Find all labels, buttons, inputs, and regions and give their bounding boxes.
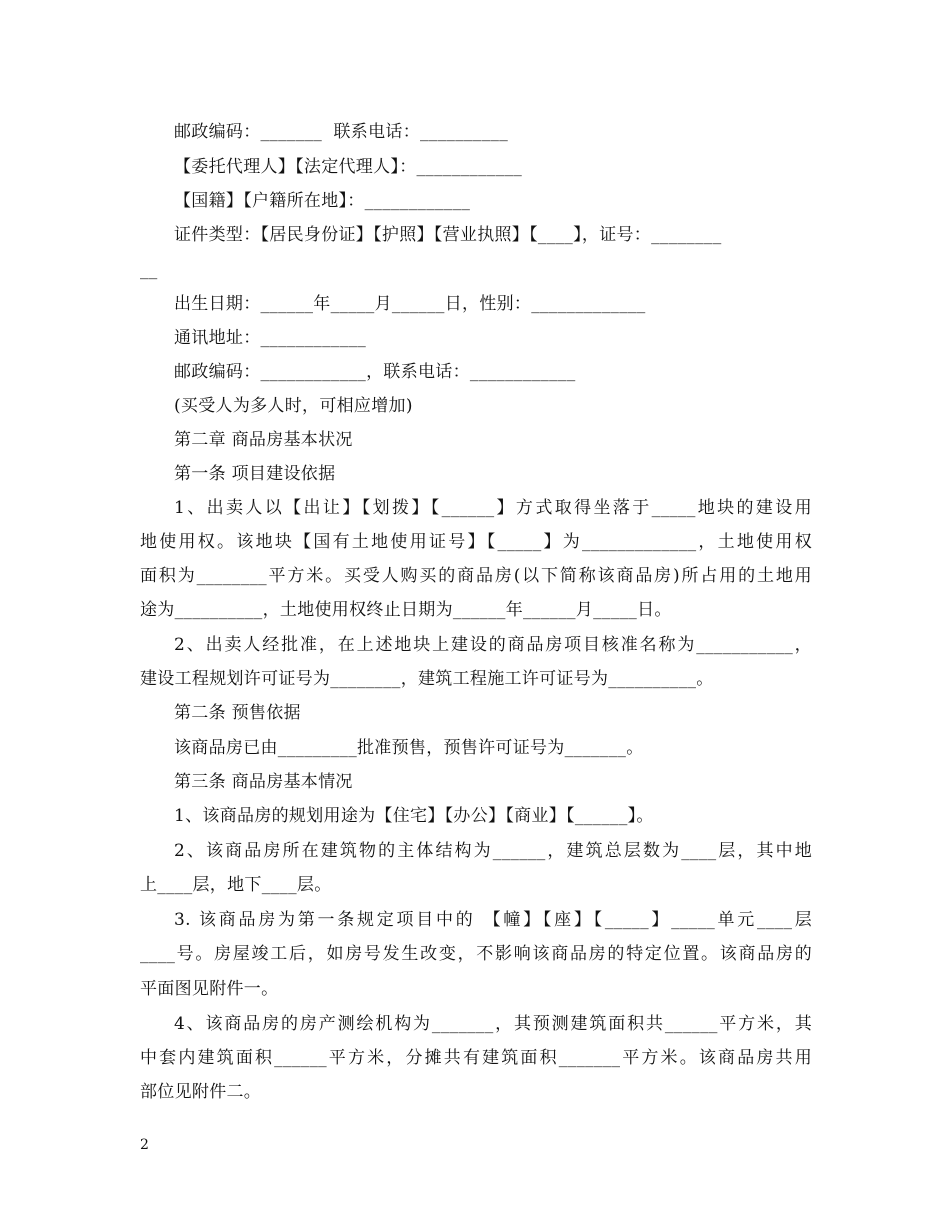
paragraph-line: 途为__________，土地使用权终止日期为______年______月_____日。 bbox=[140, 600, 672, 620]
paragraph-line: 地使用权。该地块【国有土地使用证号】【_____】为_____________，土地使用权 bbox=[140, 532, 812, 552]
paragraph-line: 该商品房已由_________批准预售，预售许可证号为_______。 bbox=[174, 738, 644, 758]
multiple-buyers-note: (买受人为多人时，可相应增加) bbox=[174, 396, 413, 416]
postal-phone-line-1: 邮政编码：_______ 联系电话：__________ bbox=[174, 122, 509, 142]
paragraph-line: 2、该商品房所在建筑物的主体结构为______，建筑总层数为____层，其中地 bbox=[174, 841, 812, 861]
paragraph-line: ____号。房屋竣工后，如房号发生改变，不影响该商品房的特定位置。该商品房的 bbox=[140, 944, 812, 964]
paragraph-line: 4、该商品房的房产测绘机构为_______，其预测建筑面积共______平方米，其 bbox=[174, 1014, 812, 1034]
paragraph-line: 中套内建筑面积______平方米，分摊共有建筑面积_______平方米。该商品房共用 bbox=[140, 1048, 812, 1068]
paragraph-line: 1、该商品房的规划用途为【住宅】【办公】【商业】【______】。 bbox=[174, 806, 654, 826]
paragraph-line: 上____层，地下____层。 bbox=[140, 875, 332, 895]
paragraph-line: 部位见附件二。 bbox=[140, 1082, 262, 1102]
article-3-heading: 第三条 商品房基本情况 bbox=[174, 772, 353, 792]
id-type-line: 证件类型：【居民身份证】【护照】【营业执照】【____】，证号：________ bbox=[174, 225, 722, 245]
nationality-line: 【国籍】【户籍所在地】：____________ bbox=[174, 191, 471, 211]
paragraph-line: 平面图见附件一。 bbox=[140, 979, 279, 999]
birth-date-line: 出生日期：______年_____月______日，性别：_____________ bbox=[174, 294, 646, 314]
id-number-continuation: __ bbox=[140, 260, 158, 280]
chapter-heading: 第二章 商品房基本状况 bbox=[174, 430, 353, 450]
article-2-heading: 第二条 预售依据 bbox=[174, 703, 301, 723]
article-1-heading: 第一条 项目建设依据 bbox=[174, 464, 336, 484]
paragraph-line: 面积为________平方米。买受人购买的商品房(以下简称该商品房)所占用的土地用 bbox=[140, 566, 812, 586]
address-line: 通讯地址：____________ bbox=[174, 328, 367, 348]
page-number: 2 bbox=[140, 1137, 149, 1153]
agent-line: 【委托代理人】【法定代理人】：____________ bbox=[174, 157, 523, 177]
paragraph-line: 1、出卖人以【出让】【划拨】【______】方式取得坐落于_____地块的建设用 bbox=[174, 498, 812, 518]
paragraph-line: 建设工程规划许可证号为________，建筑工程施工许可证号为__________。 bbox=[140, 669, 714, 689]
paragraph-line: 2、出卖人经批准，在上述地块上建设的商品房项目核准名称为___________， bbox=[174, 635, 812, 655]
paragraph-line: 3. 该商品房为第一条规定项目中的 【幢】【座】【_____】_____单元____层 bbox=[174, 910, 812, 930]
postal-phone-line-2: 邮政编码：____________，联系电话：____________ bbox=[174, 362, 576, 382]
